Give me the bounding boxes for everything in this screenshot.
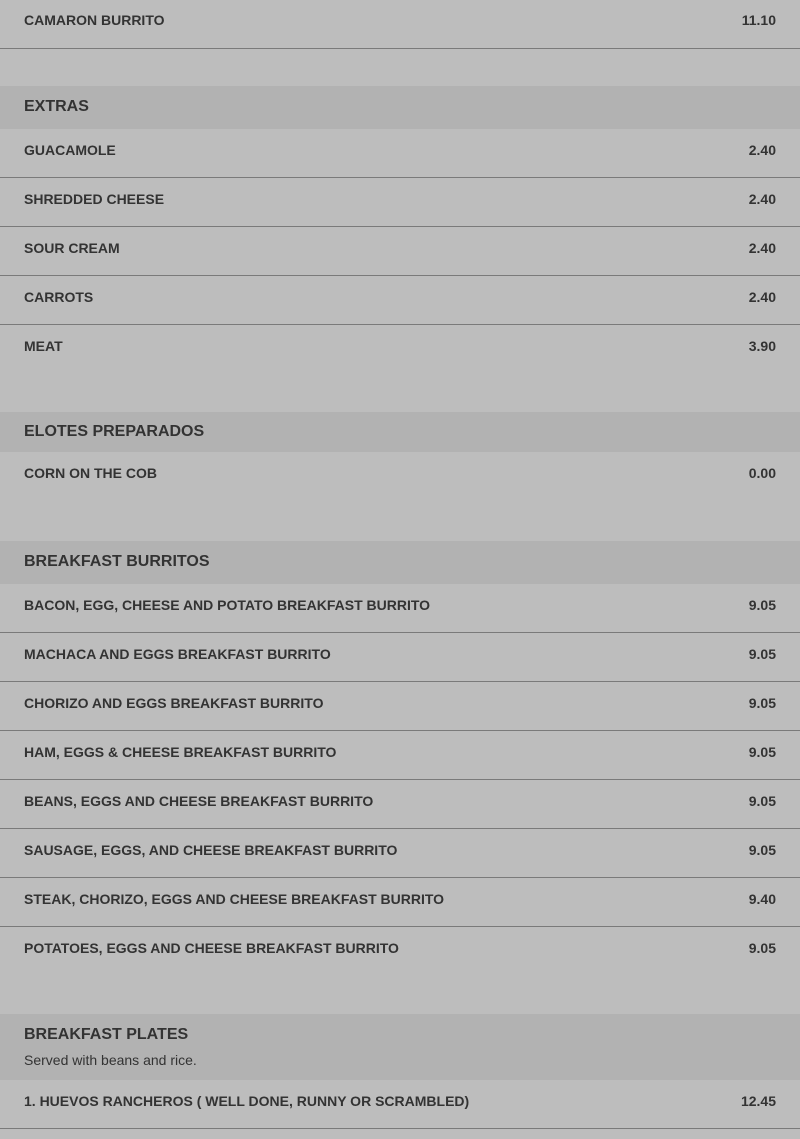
menu-item-price: 2.40 xyxy=(748,191,776,207)
menu-item-name: MACHACA AND EGGS BREAKFAST BURRITO xyxy=(24,646,331,662)
menu-item-price: 2.40 xyxy=(748,142,776,158)
menu-item[interactable] xyxy=(0,0,800,49)
menu-item-name: 1. HUEVOS RANCHEROS ( WELL DONE, RUNNY OR SCRAMBLED) xyxy=(24,1093,470,1109)
section-header-breakfast-plates xyxy=(0,1014,800,1080)
menu-item-price: 11.10 xyxy=(741,12,776,28)
menu-item[interactable] xyxy=(0,227,800,276)
section-gap xyxy=(0,49,800,86)
menu-item-name: CORN ON THE COB xyxy=(24,465,157,481)
menu-item-name: BACON, EGG, CHEESE AND POTATO BREAKFAST BURRITO xyxy=(24,597,431,613)
menu-item-name: SHREDDED CHEESE xyxy=(24,191,165,207)
menu-item[interactable] xyxy=(0,178,800,227)
section-description: Served with beans and rice. xyxy=(24,1052,197,1068)
menu-item-price: 9.05 xyxy=(748,597,776,613)
section-title: BREAKFAST PLATES xyxy=(24,1026,189,1043)
menu-item-price: 9.40 xyxy=(748,891,776,907)
menu-item-price: 9.05 xyxy=(748,940,776,956)
section-header-extras xyxy=(0,86,800,129)
menu-item-name: BEANS, EGGS AND CHEESE BREAKFAST BURRITO xyxy=(24,793,374,809)
menu-item-name: GUACAMOLE xyxy=(24,142,116,158)
menu-item-name: HAM, EGGS & CHEESE BREAKFAST BURRITO xyxy=(24,744,337,760)
menu-item-price: 9.05 xyxy=(748,695,776,711)
section-gap xyxy=(0,975,800,1014)
menu-item[interactable] xyxy=(0,584,800,633)
menu-item[interactable] xyxy=(0,276,800,325)
menu-item[interactable] xyxy=(0,927,800,975)
section-gap xyxy=(0,500,800,541)
section-title: BREAKFAST BURRITOS xyxy=(24,553,210,570)
menu-item-price: 9.05 xyxy=(748,793,776,809)
menu-item[interactable] xyxy=(0,682,800,731)
menu-item-name: CAMARON BURRITO xyxy=(24,12,165,28)
menu-item[interactable] xyxy=(0,829,800,878)
menu-item[interactable] xyxy=(0,1080,800,1129)
menu-item-name: MEAT xyxy=(24,338,63,354)
menu-item-price: 9.05 xyxy=(748,842,776,858)
menu-item[interactable] xyxy=(0,452,800,500)
menu-item-name: SOUR CREAM xyxy=(24,240,120,256)
menu-item[interactable] xyxy=(0,780,800,829)
menu-item-name: CARROTS xyxy=(24,289,94,305)
section-gap xyxy=(0,373,800,412)
section-header-breakfast-burritos xyxy=(0,541,800,584)
menu-item[interactable] xyxy=(0,878,800,927)
menu-item[interactable] xyxy=(0,129,800,178)
menu-item-price: 0.00 xyxy=(748,465,776,481)
menu-item[interactable] xyxy=(0,731,800,780)
menu-item-name: SAUSAGE, EGGS, AND CHEESE BREAKFAST BURRITO xyxy=(24,842,398,858)
menu-item[interactable] xyxy=(0,325,800,373)
section-title: EXTRAS xyxy=(24,98,89,115)
section-header-elotes xyxy=(0,412,800,452)
section-title: ELOTES PREPARADOS xyxy=(24,423,205,440)
menu-item-price: 3.90 xyxy=(748,338,776,354)
menu-item-name: POTATOES, EGGS AND CHEESE BREAKFAST BURRITO xyxy=(24,940,399,956)
menu-item-name: STEAK, CHORIZO, EGGS AND CHEESE BREAKFAST BURRITO xyxy=(24,891,445,907)
menu-item[interactable] xyxy=(0,633,800,682)
menu-item-price: 9.05 xyxy=(748,646,776,662)
menu-item-price: 12.45 xyxy=(740,1093,776,1109)
menu-item-price: 2.40 xyxy=(748,289,776,305)
menu-item-price: 9.05 xyxy=(748,744,776,760)
menu-item-price: 2.40 xyxy=(748,240,776,256)
menu-item-name: CHORIZO AND EGGS BREAKFAST BURRITO xyxy=(24,695,324,711)
